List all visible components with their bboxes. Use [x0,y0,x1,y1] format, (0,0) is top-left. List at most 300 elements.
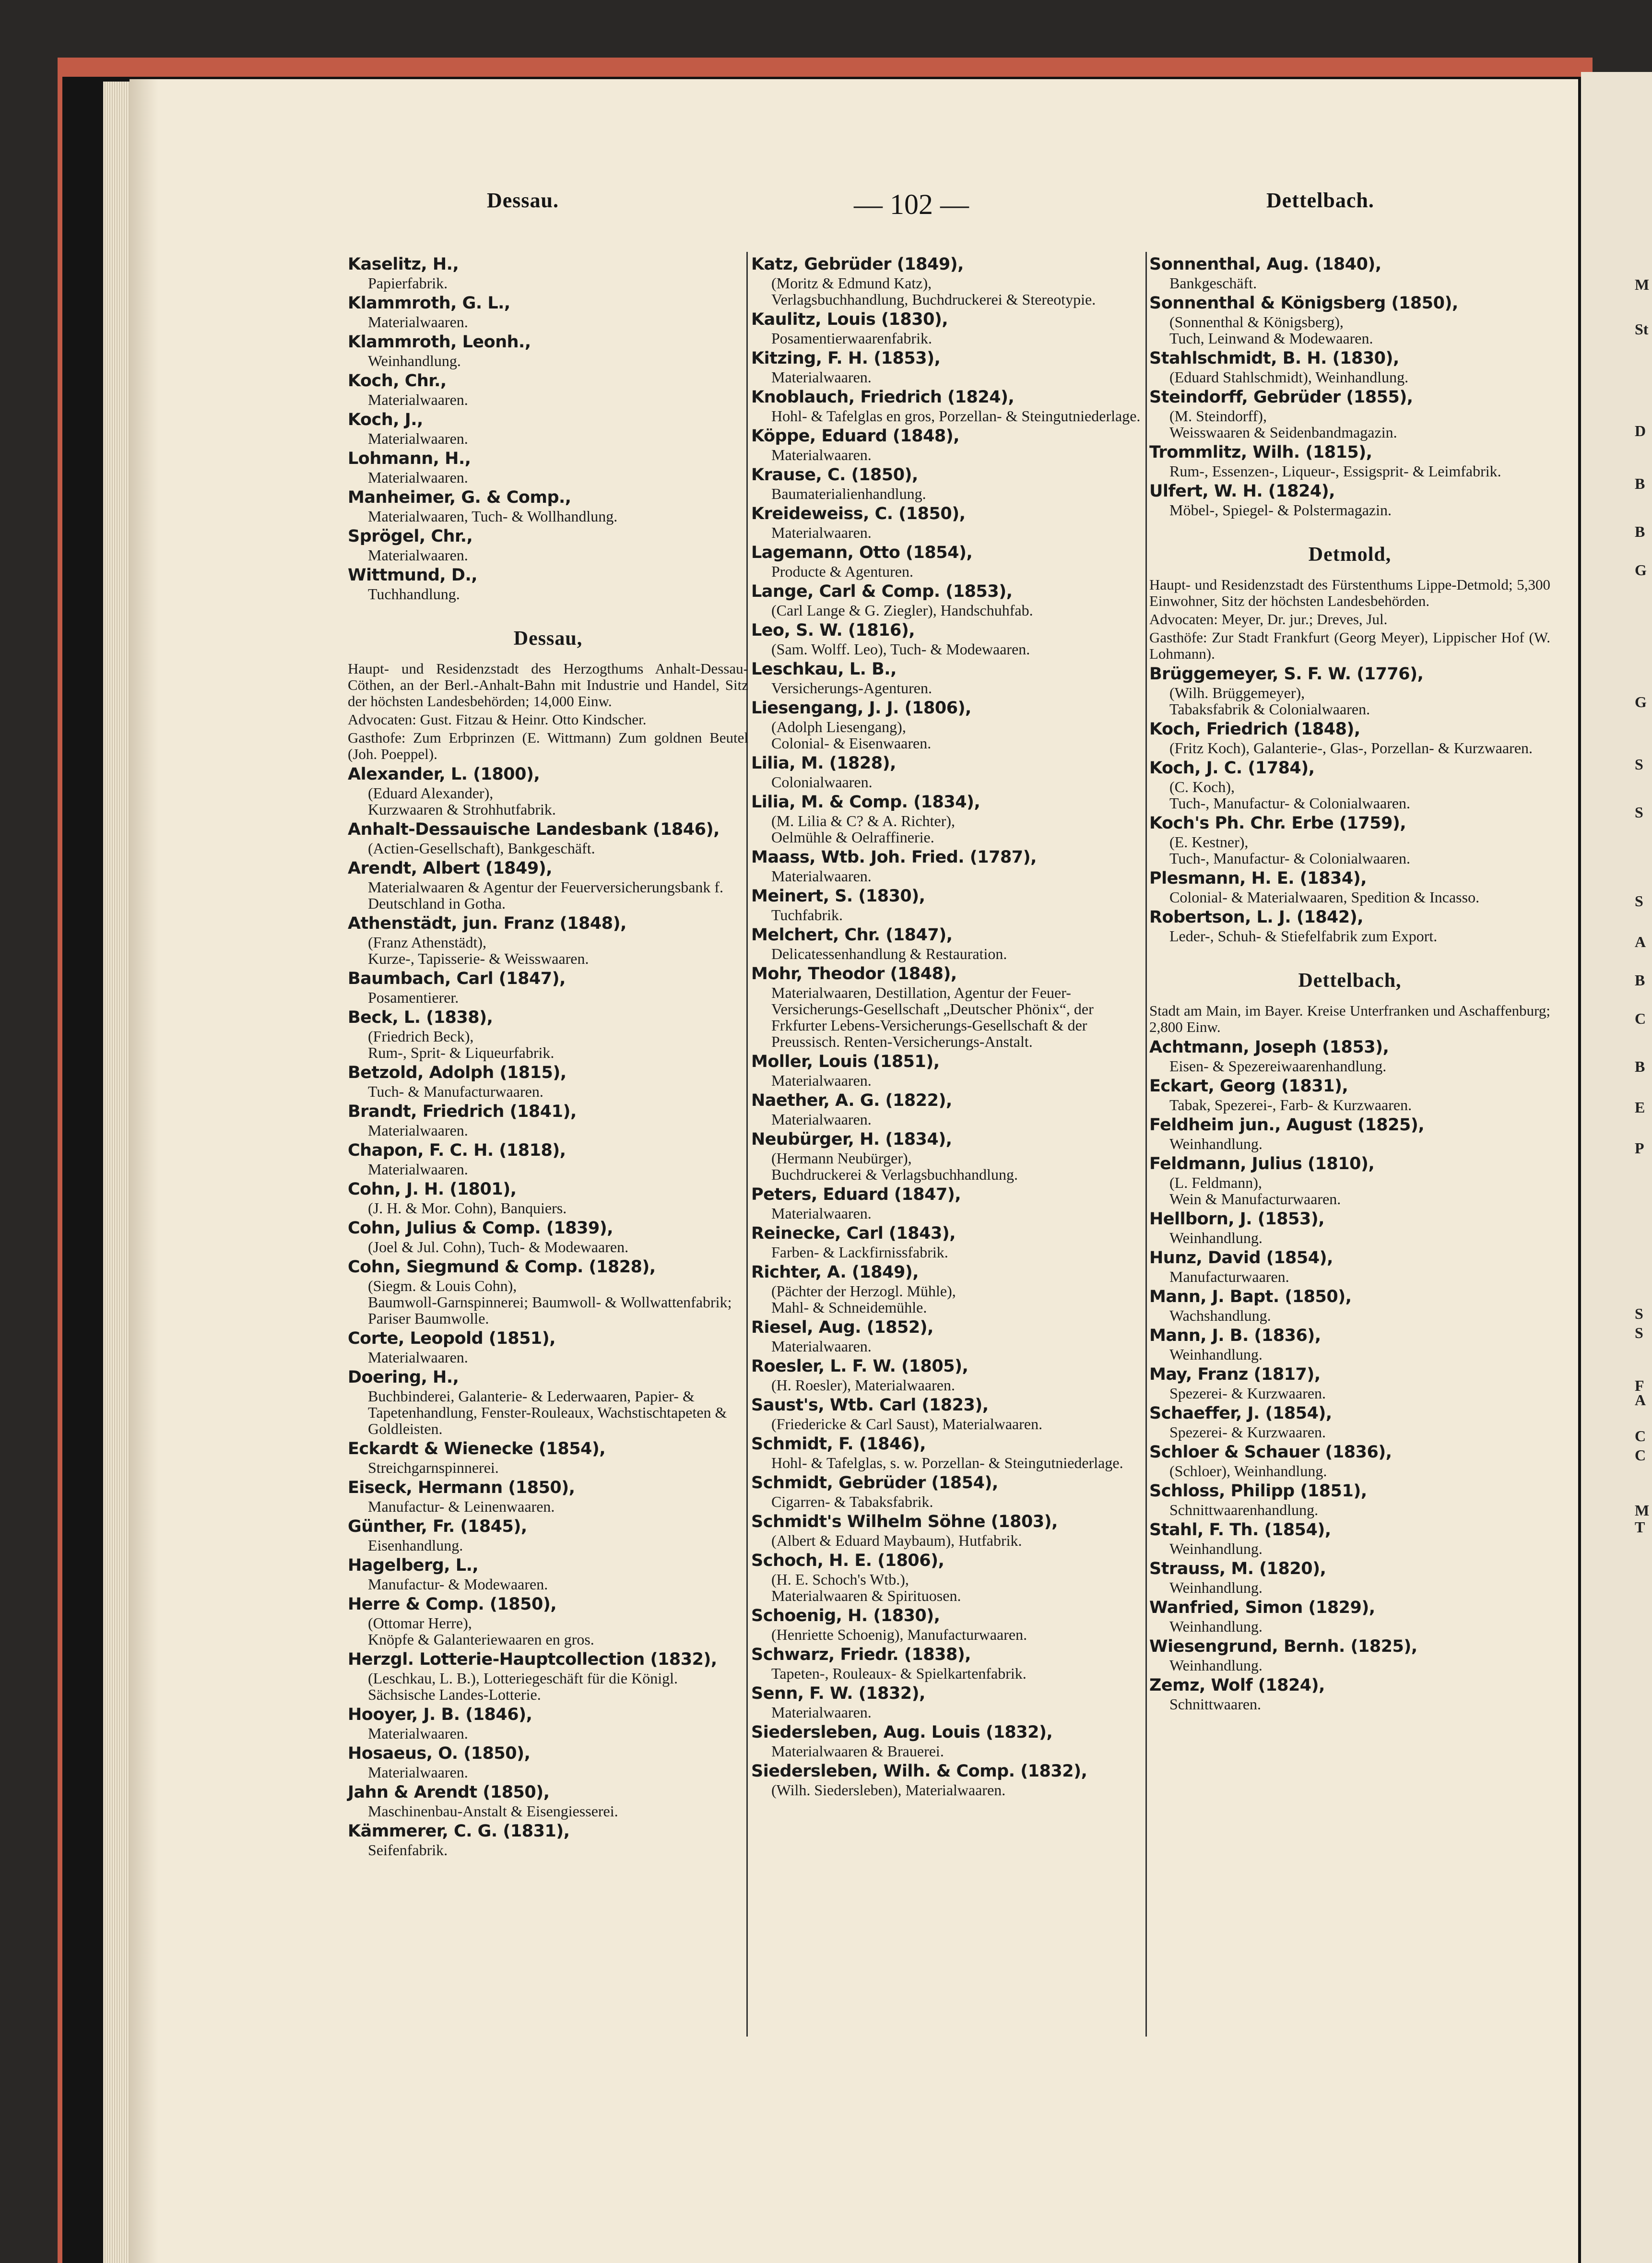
entry-detail: Materialwaaren. [771,1072,872,1089]
entry-detail: Weinhandlung. [1169,1657,1263,1674]
entry-detail: (Fritz Koch), Galanterie-, Glas-, Porzellan- & Kurzwaaren. [1169,739,1533,757]
directory-entry [348,1555,748,1592]
entry-name: Cohn, Julius & Comp. (1839), [348,1219,614,1238]
entry-detail: Weinhandlung. [368,352,461,369]
facing-page-edge [1581,72,1652,2263]
directory-entry [1149,1364,1550,1401]
entry-detail: (Franz Athenstädt), [368,934,487,951]
entry-name: Senn, F. W. (1832), [751,1684,925,1703]
facing-page-letter: P [1635,1139,1644,1157]
city-description: Stadt am Main, im Bayer. Kreise Unterfranken und Aschaffenburg; 2,800 Einw. [1149,1002,1550,1035]
directory-entry [348,254,748,291]
entry-name: Wittmund, D., [348,566,478,585]
entry-name: Lohmann, H., [348,449,471,468]
entry-detail: Oelmühle & Oelraffinerie. [771,829,934,846]
entry-name: Lagemann, Otto (1854), [751,543,973,562]
directory-entry [348,913,748,967]
entry-detail: (Henriette Schoenig), Manufacturwaaren. [771,1626,1027,1643]
entry-detail: Streichgarnspinnerei. [368,1459,499,1476]
entry-name: Mann, J. Bapt. (1850), [1149,1287,1352,1306]
directory-entry [348,858,748,912]
entry-detail: Tuch-, Manufactur- & Colonialwaaren. [1169,850,1411,867]
entry-name: Saust's, Wtb. Carl (1823), [751,1396,989,1415]
entry-detail: Materialwaaren. [771,524,872,541]
directory-entry [1149,254,1550,291]
entry-detail: Materialwaaren. [368,546,468,564]
entry-name: Koch, J., [348,410,423,429]
entry-detail: Materialwaaren. [771,1704,872,1721]
directory-entry [751,1090,1148,1127]
entry-detail: (Albert & Eduard Maybaum), Hutfabrik. [771,1532,1022,1549]
directory-entry [751,1551,1148,1604]
facing-page-letter: B [1635,475,1645,492]
entry-name: Klammroth, Leonh., [348,332,531,352]
entry-detail: (Joel & Jul. Cohn), Tuch- & Modewaaren. [368,1238,629,1256]
entry-detail: Weisswaaren & Seidenbandmagazin. [1169,424,1397,441]
entry-detail: Eisen- & Spezereiwaarenhandlung. [1169,1057,1387,1075]
directory-entry [751,387,1148,424]
facing-page-letter: B [1635,1058,1645,1075]
entry-detail: Weinhandlung. [1169,1540,1263,1557]
directory-entry [751,254,1148,308]
city-section-heading: Detmold, [1308,544,1392,566]
facing-page-letter: A [1635,933,1646,950]
entry-detail: Colonial- & Materialwaaren, Spedition & Incasso. [1169,889,1480,906]
directory-entry [751,504,1148,541]
entry-name: Schoenig, H. (1830), [751,1606,940,1625]
facing-page-letter: S [1635,892,1643,910]
entry-detail: Producte & Agenturen. [771,563,913,580]
entry-detail: Farben- & Lackfirnissfabrik. [771,1244,948,1261]
entry-name: Ulfert, W. H. (1824), [1149,482,1335,501]
directory-entry [1149,348,1550,385]
directory-entry [1149,1636,1550,1673]
entry-detail: Materialwaaren & Agentur der Feuerversicherungsbank f. Deutschland in Gotha. [368,878,724,912]
entry-detail: Weinhandlung. [1169,1618,1263,1635]
entry-name: Kreideweiss, C. (1850), [751,504,966,523]
entry-detail: Eisenhandlung. [368,1537,463,1554]
entry-detail: (J. H. & Mor. Cohn), Banquiers. [368,1199,567,1217]
entry-name: Melchert, Chr. (1847), [751,925,953,945]
directory-entry [1149,1076,1550,1113]
entry-detail: (Sonnenthal & Königsberg), [1169,313,1344,331]
entry-name: Reinecke, Carl (1843), [751,1224,956,1243]
directory-entry [751,847,1148,884]
entry-detail: (M. Steindorff), [1169,407,1267,425]
entry-name: Eckardt & Wienecke (1854), [348,1439,606,1458]
directory-entry [751,1473,1148,1510]
entry-detail: Baumwoll-Garnspinnerei; Baumwoll- & Wollwattenfabrik; Pariser Baumwolle. [368,1293,732,1327]
entry-detail: Tapeten-, Rouleaux- & Spielkartenfabrik. [771,1665,1027,1682]
facing-page-letter: S [1635,1324,1643,1341]
entry-detail: Wein & Manufacturwaaren. [1169,1190,1341,1208]
directory-entry [1149,1248,1550,1285]
facing-page-letter: C [1635,1427,1646,1445]
directory-entry [348,449,748,486]
facing-page-letter: D [1635,422,1646,439]
entry-name: Steindorff, Gebrüder (1855), [1149,388,1413,407]
entry-name: Hunz, David (1854), [1149,1248,1333,1268]
entry-name: Betzold, Adolph (1815), [348,1063,566,1082]
entry-name: Sprögel, Chr., [348,527,473,546]
facing-page-letter: S [1635,1305,1643,1322]
facing-page-letter: M [1635,1502,1650,1519]
entry-name: Schloss, Philipp (1851), [1149,1481,1367,1501]
entry-detail: (Eduard Alexander), [368,784,494,802]
directory-entry [1149,1037,1550,1074]
entry-name: Feldmann, Julius (1810), [1149,1154,1375,1173]
entry-name: Hosaeus, O. (1850), [348,1744,531,1763]
entry-detail: (H. Roesler), Materialwaaren. [771,1376,955,1394]
entry-name: Lange, Carl & Comp. (1853), [751,582,1013,601]
entry-name: Wiesengrund, Bernh. (1825), [1149,1637,1417,1656]
facing-page-letter: St [1635,320,1649,338]
entry-detail: Materialwaaren. [368,430,468,447]
directory-entry [348,1102,748,1138]
entry-detail: Materialwaaren & Brauerei. [771,1742,944,1760]
directory-entry [751,1683,1148,1720]
entry-name: Jahn & Arendt (1850), [348,1783,550,1802]
entry-name: Kämmerer, C. G. (1831), [348,1822,570,1841]
directory-entry [348,1367,748,1437]
facing-page-letter: E [1635,1099,1645,1116]
entry-detail: Tabak, Spezerei-, Farb- & Kurzwaaren. [1169,1096,1412,1114]
entry-detail: (M. Lilia & C? & A. Richter), [771,812,956,829]
entry-detail: Spezerei- & Kurzwaaren. [1169,1423,1326,1441]
city-description: Advocaten: Meyer, Dr. jur.; Dreves, Jul. [1149,611,1388,628]
city-section-heading: Dettelbach, [1298,970,1402,992]
facing-page-letter: C [1635,1446,1646,1464]
entry-name: Neubürger, H. (1834), [751,1130,952,1149]
directory-entry [751,543,1148,580]
directory-entry [1149,1154,1550,1207]
entry-name: Athenstädt, jun. Franz (1848), [348,914,626,933]
directory-entry [1149,868,1550,905]
entry-detail: (C. Koch), [1169,778,1235,795]
entry-name: Knoblauch, Friedrich (1824), [751,388,1015,407]
directory-entry [1149,387,1550,440]
directory-entry [348,819,748,856]
directory-entry [751,886,1148,923]
entry-detail: Papierfabrik. [368,274,448,292]
entry-name: Herre & Comp. (1850), [348,1595,557,1614]
directory-entry [751,964,1148,1050]
entry-detail: Tuchfabrik. [771,906,843,924]
directory-entry [348,1257,748,1327]
entry-name: Cohn, Siegmund & Comp. (1828), [348,1257,656,1277]
directory-entry [348,526,748,563]
city-description: Gasthöfe: Zur Stadt Frankfurt (Georg Meyer), Lippischer Hof (W. Lohmann). [1149,629,1550,662]
entry-detail: Tabaksfabrik & Colonialwaaren. [1169,700,1370,718]
entry-name: Maass, Wtb. Joh. Fried. (1787), [751,848,1037,867]
entry-detail: Verlagsbuchhandlung, Buchdruckerei & Stereotypie. [771,291,1096,308]
entry-detail: Materialwaaren. [368,1122,468,1139]
entry-detail: Weinhandlung. [1169,1135,1263,1152]
entry-name: Koch, Friedrich (1848), [1149,720,1360,739]
entry-detail: Buchdruckerei & Verlagsbuchhandlung. [771,1166,1018,1183]
directory-entry [751,1052,1148,1089]
directory-entry [1149,719,1550,756]
directory-entry [348,487,748,524]
entry-detail: Materialwaaren. [771,368,872,386]
directory-entry [348,371,748,408]
directory-entry [348,410,748,447]
entry-name: Hellborn, J. (1853), [1149,1209,1324,1229]
entry-detail: Materialwaaren. [368,391,468,408]
directory-entry [751,1645,1148,1682]
directory-entry [348,1179,748,1216]
entry-detail: Leder-, Schuh- & Stiefelfabrik zum Export. [1169,927,1438,945]
entry-detail: Delicatessenhandlung & Restauration. [771,945,1007,962]
directory-entry [348,1649,748,1703]
entry-detail: Manufactur- & Modewaaren. [368,1576,548,1593]
directory-entry [348,1782,748,1819]
entry-detail: (H. E. Schoch's Wtb.), [771,1571,909,1588]
entry-name: Koch's Ph. Chr. Erbe (1759), [1149,814,1406,833]
entry-name: Riesel, Aug. (1852), [751,1318,933,1337]
directory-entry [348,969,748,1006]
directory-entry [751,426,1148,463]
entry-name: May, Franz (1817), [1149,1365,1321,1384]
entry-name: Corte, Leopold (1851), [348,1329,556,1348]
entry-detail: Kurze-, Tapisserie- & Weisswaaren. [368,950,589,967]
entry-detail: Kurzwaaren & Strohhutfabrik. [368,801,556,818]
city-description: Advocaten: Gust. Fitzau & Heinr. Otto Kindscher. [348,711,647,728]
directory-entry [751,925,1148,962]
entry-detail: Materialwaaren. [771,867,872,885]
directory-entry [348,1439,748,1476]
entry-detail: Baumaterialienhandlung. [771,485,926,502]
entry-name: Trommlitz, Wilh. (1815), [1149,443,1372,462]
entry-name: Koch, Chr., [348,371,447,391]
entry-detail: Materialwaaren & Spirituosen. [771,1587,961,1604]
directory-entry [1149,293,1550,346]
entry-name: Kitzing, F. H. (1853), [751,349,941,368]
entry-detail: (E. Kestner), [1169,833,1249,851]
facing-page-letter: G [1635,693,1647,711]
directory-entry [751,348,1148,385]
directory-entry [1149,1559,1550,1596]
city-description: Haupt- und Residenzstadt des Herzogthums Anhalt-Dessau-Cöthen, an der Berl.-Anhalt-Bahn mit Industrie und Handel, Sitz der höchsten Landesbehörden; 14,000 Einw. [348,660,748,710]
entry-name: Brüggemeyer, S. F. W. (1776), [1149,664,1424,684]
directory-entry [751,581,1148,618]
entry-detail: Tuch, Leinwand & Modewaaren. [1169,330,1373,347]
entry-detail: Weinhandlung. [1169,1579,1263,1596]
entry-detail: Materialwaaren. [368,1725,468,1742]
entry-detail: Materialwaaren. [368,1161,468,1178]
directory-entry [1149,1287,1550,1324]
directory-entry [751,659,1148,696]
entry-detail: Posamentierer. [368,989,459,1006]
entry-detail: Seifenfabrik. [368,1841,448,1859]
directory-entry [751,309,1148,346]
entry-name: Cohn, J. H. (1801), [348,1180,517,1199]
entry-detail: Posamentierwaarenfabrik. [771,330,932,347]
page-number: — 102 — [854,189,969,220]
entry-name: Achtmann, Joseph (1853), [1149,1038,1389,1057]
directory-entry [348,1328,748,1365]
entry-name: Eiseck, Hermann (1850), [348,1478,575,1497]
entry-detail: Rum-, Sprit- & Liqueurfabrik. [368,1044,555,1061]
entry-detail: Rum-, Essenzen-, Liqueur-, Essigsprit- & Leimfabrik. [1169,462,1501,480]
entry-name: Mann, J. B. (1836), [1149,1326,1321,1345]
directory-entry [751,1223,1148,1260]
entry-detail: (Actien-Gesellschaft), Bankgeschäft. [368,840,595,857]
entry-detail: (Siegm. & Louis Cohn), [368,1277,517,1294]
entry-name: Peters, Eduard (1847), [751,1185,961,1204]
entry-detail: (Adolph Liesengang), [771,718,906,735]
directory-entry [751,620,1148,657]
entry-name: Liesengang, J. J. (1806), [751,699,971,718]
entry-name: Schloer & Schauer (1836), [1149,1443,1392,1462]
entry-detail: Weinhandlung. [1169,1229,1263,1246]
facing-page-letter: M [1635,276,1650,293]
entry-name: Naether, A. G. (1822), [751,1091,952,1110]
entry-name: Schmidt's Wilhelm Söhne (1803), [751,1512,1058,1531]
entry-name: Baumbach, Carl (1847), [348,969,566,988]
entry-name: Richter, A. (1849), [751,1263,919,1282]
entry-detail: Materialwaaren. [368,1349,468,1366]
entry-name: Manheimer, G. & Comp., [348,488,571,507]
entry-name: Sonnenthal, Aug. (1840), [1149,255,1381,274]
entry-detail: Buchbinderei, Galanterie- & Lederwaaren, Papier- & Tapetenhandlung, Fenster-Rouleaux, Wachstischtapeten & Goldleisten. [368,1387,727,1437]
entry-name: Roesler, L. F. W. (1805), [751,1357,968,1376]
directory-entry [1149,1403,1550,1440]
entry-detail: Spezerei- & Kurzwaaren. [1169,1385,1326,1402]
entry-name: Schoch, H. E. (1806), [751,1551,944,1570]
entry-detail: Tuch- & Manufacturwaaren. [368,1083,543,1100]
city-description: Gasthofe: Zum Erbprinzen (E. Wittmann) Zum goldnen Beutel (Joh. Poeppel). [348,729,748,762]
directory-entry [348,1821,748,1858]
directory-entry [751,1722,1148,1759]
entry-detail: Materialwaaren. [771,446,872,463]
entry-detail: Maschinenbau-Anstalt & Eisengiesserei. [368,1802,618,1820]
directory-entry [751,1434,1148,1471]
facing-page-letter: T [1635,1518,1645,1536]
entry-name: Brandt, Friedrich (1841), [348,1102,577,1121]
directory-entry [1149,1209,1550,1246]
directory-entry [348,1594,748,1647]
entry-detail: (Pächter der Herzogl. Mühle), [771,1282,956,1300]
entry-detail: Schnittwaaren. [1169,1695,1262,1713]
facing-page-letter: C [1635,1010,1646,1027]
entry-detail: Materialwaaren. [368,469,468,486]
entry-name: Beck, L. (1838), [348,1008,493,1027]
directory-entry [1149,1442,1550,1479]
entry-name: Siedersleben, Wilh. & Comp. (1832), [751,1762,1087,1781]
directory-entry [751,465,1148,502]
entry-name: Günther, Fr. (1845), [348,1517,527,1536]
entry-detail: (Carl Lange & G. Ziegler), Handschuhfab. [771,602,1033,619]
entry-detail: (Leschkau, L. B.), Lotteriegeschäft für die Königl. Sächsische Landes-Lotterie. [368,1670,678,1703]
facing-page-letter: G [1635,561,1647,579]
entry-detail: Colonial- & Eisenwaaren. [771,735,932,752]
directory-entry [348,293,748,330]
directory-entry [348,1140,748,1177]
directory-entry [751,1606,1148,1643]
entry-detail: Knöpfe & Galanteriewaaren en gros. [368,1631,594,1648]
entry-detail: Materialwaaren. [771,1338,872,1355]
facing-page-letter: F [1635,1377,1644,1394]
entry-name: Kaulitz, Louis (1830), [751,310,948,329]
entry-name: Plesmann, H. E. (1834), [1149,869,1367,888]
entry-name: Herzgl. Lotterie-Hauptcollection (1832), [348,1650,717,1669]
facing-page-letter: B [1635,972,1645,989]
directory-entry [1149,1520,1550,1557]
directory-entry [751,1512,1148,1549]
entry-detail: Mahl- & Schneidemühle. [771,1299,927,1316]
entry-name: Stahl, F. Th. (1854), [1149,1520,1331,1540]
entry-detail: Tuch-, Manufactur- & Colonialwaaren. [1169,794,1411,812]
entry-name: Lilia, M. (1828), [751,754,896,773]
directory-entry [348,1743,748,1780]
entry-detail: (Schloer), Weinhandlung. [1169,1462,1327,1480]
entry-name: Moller, Louis (1851), [751,1052,940,1071]
directory-entry [348,565,748,602]
entry-name: Schmidt, F. (1846), [751,1434,926,1454]
entry-detail: Materialwaaren, Tuch- & Wollhandlung. [368,508,618,525]
entry-detail: Colonialwaaren. [771,773,873,791]
directory-entry [751,1395,1148,1432]
entry-detail: (Sam. Wolff. Leo), Tuch- & Modewaaren. [771,640,1030,658]
entry-name: Robertson, L. J. (1842), [1149,908,1364,927]
entry-name: Strauss, M. (1820), [1149,1559,1326,1578]
entry-detail: Materialwaaren. [368,313,468,331]
entry-detail: Materialwaaren. [771,1205,872,1222]
left-running-head: Dessau. [487,189,559,212]
directory-entry [751,753,1148,790]
directory-entry [751,792,1148,845]
entry-name: Zemz, Wolf (1824), [1149,1676,1325,1695]
entry-name: Siedersleben, Aug. Louis (1832), [751,1723,1053,1742]
entry-name: Hagelberg, L., [348,1556,479,1575]
page-stack-edges [103,82,132,2263]
entry-detail: (Friedrich Beck), [368,1028,474,1045]
entry-detail: (Hermann Neubürger), [771,1149,912,1167]
directory-entry [1149,664,1550,717]
facing-page-letter: A [1635,1391,1646,1409]
entry-detail: Manufacturwaaren. [1169,1268,1289,1285]
entry-detail: Schnittwaarenhandlung. [1169,1501,1319,1518]
directory-entry [751,1129,1148,1183]
entry-detail: (Eduard Stahlschmidt), Weinhandlung. [1169,368,1409,386]
directory-entry [751,1185,1148,1221]
entry-detail: (Ottomar Herre), [368,1614,472,1632]
directory-entry [348,1218,748,1255]
entry-name: Wanfried, Simon (1829), [1149,1598,1375,1617]
entry-detail: Cigarren- & Tabaksfabrik. [771,1493,933,1510]
entry-detail: Hohl- & Tafelglas, s. w. Porzellan- & Steingutniederlage. [771,1454,1123,1471]
entry-name: Doering, H., [348,1368,459,1387]
city-section-heading: Dessau, [513,628,583,650]
directory-entry [348,764,748,818]
entry-detail: Manufactur- & Leinenwaaren. [368,1498,555,1515]
entry-name: Schwarz, Friedr. (1838), [751,1645,971,1664]
directory-entry [751,1761,1148,1798]
entry-name: Kaselitz, H., [348,255,459,274]
directory-entry [1149,1598,1550,1635]
city-description: Haupt- und Residenzstadt des Fürstenthums Lippe-Detmold; 5,300 Einwohner, Sitz der höchsten Landesbehörden. [1149,576,1550,609]
entry-detail: (L. Feldmann), [1169,1174,1262,1191]
facing-page-letter: B [1635,523,1645,540]
entry-name: Stahlschmidt, B. H. (1830), [1149,349,1399,368]
entry-detail: (Moritz & Edmund Katz), [771,274,932,292]
directory-column-2 [751,254,1148,1800]
directory-entry [1149,1481,1550,1518]
entry-name: Sonnenthal & Königsberg (1850), [1149,294,1458,313]
entry-detail: Materialwaaren. [368,1764,468,1781]
entry-detail: Wachshandlung. [1169,1307,1271,1324]
